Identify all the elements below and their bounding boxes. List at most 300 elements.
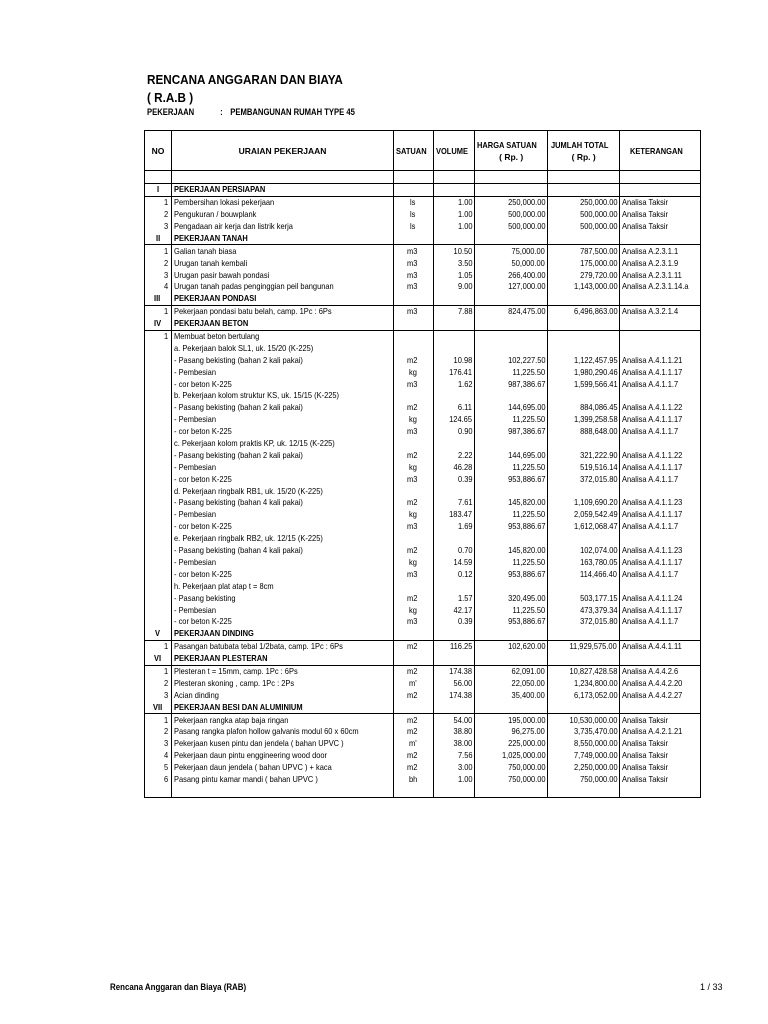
cell-uraian: Membuat beton bertulang (172, 330, 394, 342)
cell-no (145, 378, 172, 390)
cell-harga-satuan (475, 438, 548, 450)
cell-jumlah-total (548, 653, 620, 665)
cell-uraian: h. Pekerjaan plat atap t = 8cm (172, 580, 394, 592)
cell-uraian: - Pembesian (172, 557, 394, 569)
table-row (145, 497, 701, 509)
cell-harga-satuan: 320,495.00 (475, 592, 548, 604)
cell-satuan: m3 (394, 269, 434, 281)
cell-satuan (394, 533, 434, 545)
cell-harga-satuan: 145,820.00 (475, 497, 548, 509)
cell-volume: 7.88 (433, 305, 474, 317)
cell-satuan: m' (394, 677, 434, 689)
cell-satuan (394, 232, 434, 244)
cell-jumlah-total: 114,466.40 (548, 568, 620, 580)
table-row (145, 438, 701, 450)
cell-no (145, 580, 172, 592)
cell-keterangan (620, 390, 701, 402)
cell-keterangan: Analisa Taksir (620, 196, 701, 208)
cell-volume (433, 330, 474, 342)
cell-uraian: a. Pekerjaan balok SL1, uk. 15/20 (K-225) (172, 342, 394, 354)
cell-no: 3 (145, 738, 172, 750)
cell-volume: 124.65 (433, 414, 474, 426)
cell-uraian: Plesteran skoning , camp. 1Pc : 2Ps (172, 677, 394, 689)
cell-keterangan: Analisa A.4.1.1.7 (620, 521, 701, 533)
cell-harga-satuan (475, 533, 548, 545)
cell-jumlah-total: 372,015.80 (548, 473, 620, 485)
table-row (145, 221, 701, 233)
cell-satuan (394, 330, 434, 342)
cell-volume: 0.70 (433, 545, 474, 557)
cell-harga-satuan: 75,000.00 (475, 245, 548, 257)
section-row (145, 232, 701, 244)
table-row (145, 330, 701, 342)
table-row (145, 473, 701, 485)
cell-keterangan: Analisa A.4.1.1.17 (620, 366, 701, 378)
cell-harga-satuan: 102,620.00 (475, 640, 548, 652)
cell-no (145, 592, 172, 604)
cell-uraian: PEKERJAAN PLESTERAN (172, 653, 394, 665)
cell-uraian: Urugan tanah padas penginggian peil bangunan (172, 281, 394, 293)
table-row (145, 521, 701, 533)
cell-keterangan (620, 293, 701, 305)
cell-volume: 1.00 (433, 221, 474, 233)
cell-satuan (394, 342, 434, 354)
cell-satuan: m2 (394, 689, 434, 701)
cell-uraian: d. Pekerjaan ringbalk RB1, uk. 15/20 (K-225) (172, 485, 394, 497)
cell-volume (433, 171, 474, 184)
cell-harga-satuan: 750,000.00 (475, 774, 548, 786)
cell-satuan (394, 318, 434, 330)
cell-satuan (394, 171, 434, 184)
cell-keterangan: Analisa A.4.1.1.22 (620, 449, 701, 461)
cell-uraian: PEKERJAAN DINDING (172, 628, 394, 640)
table-row (145, 196, 701, 208)
cell-keterangan: Analisa Taksir (620, 750, 701, 762)
cell-keterangan (620, 342, 701, 354)
cell-harga-satuan (475, 390, 548, 402)
cell-harga-satuan: 127,000.00 (475, 281, 548, 293)
cell-jumlah-total (548, 580, 620, 592)
cell-jumlah-total: 102,074.00 (548, 545, 620, 557)
cell-satuan: m2 (394, 449, 434, 461)
cell-no (145, 509, 172, 521)
cell-jumlah-total: 1,599,566.41 (548, 378, 620, 390)
cell-keterangan: Analisa Taksir (620, 209, 701, 221)
table-row (145, 390, 701, 402)
table-row (145, 449, 701, 461)
cell-satuan: m2 (394, 762, 434, 774)
cell-uraian: - Pembesian (172, 461, 394, 473)
cell-uraian: Pekerjaan pondasi batu belah, camp. 1Pc : 6Ps (172, 305, 394, 317)
table-row (145, 568, 701, 580)
cell-keterangan (620, 171, 701, 184)
cell-no (145, 785, 172, 797)
table-row (145, 714, 701, 726)
cell-no: 2 (145, 726, 172, 738)
cell-volume: 38.80 (433, 726, 474, 738)
header-uraian: URAIAN PEKERJAAN (172, 131, 394, 171)
cell-uraian: PEKERJAAN PERSIAPAN (172, 183, 394, 196)
cell-uraian: Pasang pintu kamar mandi ( bahan UPVC ) (172, 774, 394, 786)
cell-uraian: Pekerjaan daun jendela ( bahan UPVC ) + kaca (172, 762, 394, 774)
cell-no: VI (145, 653, 172, 665)
cell-jumlah-total: 787,500.00 (548, 245, 620, 257)
cell-keterangan: Analisa A.4.1.1.7 (620, 568, 701, 580)
cell-keterangan (620, 785, 701, 797)
cell-harga-satuan (475, 330, 548, 342)
cell-harga-satuan: 144,695.00 (475, 449, 548, 461)
cell-jumlah-total: 500,000.00 (548, 209, 620, 221)
table-row (145, 689, 701, 701)
cell-uraian (172, 171, 394, 184)
header-volume: VOLUME (433, 131, 474, 171)
cell-keterangan: Analisa A.2.3.1.9 (620, 257, 701, 269)
cell-keterangan: Analisa A.4.1.1.7 (620, 378, 701, 390)
cell-satuan: m2 (394, 545, 434, 557)
cell-jumlah-total: 279,720.00 (548, 269, 620, 281)
cell-jumlah-total: 1,143,000.00 (548, 281, 620, 293)
cell-keterangan (620, 701, 701, 713)
cell-volume: 38.00 (433, 738, 474, 750)
cell-no (145, 426, 172, 438)
cell-volume: 9.00 (433, 281, 474, 293)
cell-harga-satuan (475, 293, 548, 305)
cell-uraian: - Pasang bekisting (bahan 2 kali pakai) (172, 354, 394, 366)
table-row (145, 509, 701, 521)
cell-jumlah-total: 163,780.05 (548, 557, 620, 569)
cell-volume (433, 701, 474, 713)
cell-uraian: Urugan tanah kembali (172, 257, 394, 269)
cell-harga-satuan: 35,400.00 (475, 689, 548, 701)
cell-harga-satuan: 11,225.50 (475, 604, 548, 616)
cell-no: 4 (145, 281, 172, 293)
cell-satuan: m3 (394, 305, 434, 317)
cell-no (145, 545, 172, 557)
pekerjaan-separator: : (220, 107, 223, 117)
section-row (145, 318, 701, 330)
table-row (145, 366, 701, 378)
section-row (145, 628, 701, 640)
cell-keterangan: Analisa Taksir (620, 762, 701, 774)
cell-harga-satuan: 11,225.50 (475, 557, 548, 569)
cell-uraian: - cor beton K-225 (172, 568, 394, 580)
cell-satuan: m3 (394, 378, 434, 390)
cell-jumlah-total: 1,234,800.00 (548, 677, 620, 689)
pekerjaan-label: PEKERJAAN (147, 107, 195, 117)
cell-keterangan (620, 485, 701, 497)
cell-volume: 6.11 (433, 402, 474, 414)
cell-harga-satuan: 62,091.00 (475, 665, 548, 677)
cell-volume: 46.28 (433, 461, 474, 473)
cell-satuan (394, 580, 434, 592)
cell-jumlah-total: 7,749,000.00 (548, 750, 620, 762)
cell-harga-satuan: 22,050.00 (475, 677, 548, 689)
cell-keterangan (620, 232, 701, 244)
cell-volume: 174.38 (433, 689, 474, 701)
cell-jumlah-total (548, 293, 620, 305)
cell-volume: 1.05 (433, 269, 474, 281)
cell-satuan: m2 (394, 354, 434, 366)
cell-no (145, 342, 172, 354)
cell-jumlah-total: 888,648.00 (548, 426, 620, 438)
cell-volume: 42.17 (433, 604, 474, 616)
section-row (145, 653, 701, 665)
cell-volume: 174.38 (433, 665, 474, 677)
cell-jumlah-total (548, 330, 620, 342)
pekerjaan-line (147, 107, 355, 117)
cell-volume: 2.22 (433, 449, 474, 461)
cell-jumlah-total: 6,496,863.00 (548, 305, 620, 317)
cell-harga-satuan: 987,386.67 (475, 378, 548, 390)
cell-uraian: PEKERJAAN BESI DAN ALUMINIUM (172, 701, 394, 713)
cell-keterangan (620, 580, 701, 592)
table-row (145, 616, 701, 628)
cell-satuan: m2 (394, 726, 434, 738)
cell-satuan: m3 (394, 426, 434, 438)
cell-no (145, 497, 172, 509)
cell-harga-satuan (475, 183, 548, 196)
cell-uraian: Pekerjaan rangka atap baja ringan (172, 714, 394, 726)
cell-no: 2 (145, 209, 172, 221)
cell-harga-satuan: 102,227.50 (475, 354, 548, 366)
cell-no (145, 521, 172, 533)
cell-uraian: PEKERJAAN TANAH (172, 232, 394, 244)
cell-volume: 14.59 (433, 557, 474, 569)
cell-jumlah-total (548, 390, 620, 402)
cell-keterangan: Analisa A.4.1.1.23 (620, 545, 701, 557)
cell-jumlah-total: 1,612,068.47 (548, 521, 620, 533)
cell-keterangan (620, 183, 701, 196)
cell-satuan: m2 (394, 640, 434, 652)
table-row (145, 533, 701, 545)
cell-volume: 1.62 (433, 378, 474, 390)
cell-jumlah-total (548, 342, 620, 354)
cell-volume (433, 485, 474, 497)
cell-volume (433, 785, 474, 797)
cell-jumlah-total: 2,250,000.00 (548, 762, 620, 774)
cell-volume: 3.00 (433, 762, 474, 774)
cell-satuan: m2 (394, 714, 434, 726)
cell-harga-satuan: 824,475.00 (475, 305, 548, 317)
cell-keterangan: Analisa A.2.3.1.14.a (620, 281, 701, 293)
cell-jumlah-total: 473,379.34 (548, 604, 620, 616)
cell-satuan: m3 (394, 616, 434, 628)
table-row (145, 485, 701, 497)
table-row (145, 677, 701, 689)
cell-no: 1 (145, 640, 172, 652)
cell-uraian: - Pembesian (172, 509, 394, 521)
table-row (145, 774, 701, 786)
cell-no: II (145, 232, 172, 244)
cell-jumlah-total: 321,222.90 (548, 449, 620, 461)
table-row (145, 738, 701, 750)
cell-volume (433, 390, 474, 402)
header-keterangan: KETERANGAN (620, 131, 701, 171)
cell-jumlah-total: 519,516.14 (548, 461, 620, 473)
cell-keterangan: Analisa A.3.2.1.4 (620, 305, 701, 317)
cell-volume: 116.25 (433, 640, 474, 652)
cell-jumlah-total: 500,000.00 (548, 221, 620, 233)
cell-uraian: - cor beton K-225 (172, 426, 394, 438)
cell-satuan: m3 (394, 245, 434, 257)
cell-volume: 1.69 (433, 521, 474, 533)
cell-volume (433, 628, 474, 640)
cell-volume: 183.47 (433, 509, 474, 521)
table-row (145, 592, 701, 604)
cell-no: III (145, 293, 172, 305)
cell-jumlah-total (548, 485, 620, 497)
table-row (145, 414, 701, 426)
cell-keterangan: Analisa A.4.4.1.11 (620, 640, 701, 652)
cell-jumlah-total (548, 232, 620, 244)
cell-keterangan: Analisa A.4.1.1.7 (620, 473, 701, 485)
cell-jumlah-total: 2,059,542.49 (548, 509, 620, 521)
table-row (145, 604, 701, 616)
cell-harga-satuan: 953,886.67 (475, 568, 548, 580)
cell-keterangan: Analisa A.4.4.2.6 (620, 665, 701, 677)
cell-uraian: - Pasang bekisting (172, 592, 394, 604)
cell-uraian (172, 785, 394, 797)
cell-harga-satuan: 500,000.00 (475, 209, 548, 221)
cell-satuan: kg (394, 509, 434, 521)
table-row (145, 245, 701, 257)
cell-satuan: m3 (394, 568, 434, 580)
cell-harga-satuan (475, 580, 548, 592)
cell-no: 1 (145, 245, 172, 257)
cell-uraian: PEKERJAAN PONDASI (172, 293, 394, 305)
cell-keterangan (620, 330, 701, 342)
cell-uraian: Pengadaan air kerja dan listrik kerja (172, 221, 394, 233)
cell-volume: 1.00 (433, 209, 474, 221)
cell-no (145, 533, 172, 545)
cell-satuan (394, 293, 434, 305)
cell-jumlah-total (548, 318, 620, 330)
header-no: NO (145, 131, 172, 171)
cell-harga-satuan: 953,886.67 (475, 473, 548, 485)
cell-keterangan (620, 318, 701, 330)
cell-uraian: Pasang rangka plafon hollow galvanis modul 60 x 60cm (172, 726, 394, 738)
cell-uraian: - Pembesian (172, 366, 394, 378)
cell-harga-satuan: 225,000.00 (475, 738, 548, 750)
cell-harga-satuan: 1,025,000.00 (475, 750, 548, 762)
cell-satuan (394, 653, 434, 665)
document-title: RENCANA ANGGARAN DAN BIAYA (147, 72, 343, 87)
cell-harga-satuan (475, 628, 548, 640)
cell-jumlah-total (548, 438, 620, 450)
cell-no (145, 390, 172, 402)
cell-keterangan: Analisa Taksir (620, 714, 701, 726)
cell-satuan: kg (394, 557, 434, 569)
cell-volume: 7.61 (433, 497, 474, 509)
table-row (145, 402, 701, 414)
cell-uraian: - cor beton K-225 (172, 473, 394, 485)
cell-satuan: ls (394, 221, 434, 233)
cell-no: 1 (145, 714, 172, 726)
cell-keterangan: Analisa A.4.1.1.7 (620, 616, 701, 628)
cell-keterangan: Analisa Taksir (620, 774, 701, 786)
table-row (145, 342, 701, 354)
cell-jumlah-total: 175,000.00 (548, 257, 620, 269)
cell-volume (433, 232, 474, 244)
cell-no (145, 171, 172, 184)
cell-no (145, 414, 172, 426)
cell-volume: 176.41 (433, 366, 474, 378)
cell-keterangan: Analisa A.4.1.1.17 (620, 414, 701, 426)
cell-no: 3 (145, 221, 172, 233)
document-subtitle: ( R.A.B ) (147, 90, 194, 105)
cell-keterangan: Analisa A.4.1.1.17 (620, 509, 701, 521)
cell-no (145, 402, 172, 414)
cell-jumlah-total: 1,980,290.46 (548, 366, 620, 378)
cell-harga-satuan: 250,000.00 (475, 196, 548, 208)
cell-keterangan: Analisa A.4.1.1.7 (620, 426, 701, 438)
table-row (145, 257, 701, 269)
cell-uraian: Pembersihan lokasi pekerjaan (172, 196, 394, 208)
cell-volume: 3.50 (433, 257, 474, 269)
cell-volume (433, 318, 474, 330)
cell-satuan: bh (394, 774, 434, 786)
pekerjaan-value: PEMBANGUNAN RUMAH TYPE 45 (230, 107, 355, 117)
cell-uraian: - cor beton K-225 (172, 378, 394, 390)
cell-keterangan: Analisa A.4.1.1.17 (620, 604, 701, 616)
cell-jumlah-total: 8,550,000.00 (548, 738, 620, 750)
cell-satuan: m3 (394, 281, 434, 293)
cell-harga-satuan (475, 701, 548, 713)
cell-jumlah-total: 750,000.00 (548, 774, 620, 786)
cell-volume (433, 183, 474, 196)
cell-keterangan: Analisa A.4.2.1.21 (620, 726, 701, 738)
cell-no: 1 (145, 196, 172, 208)
cell-keterangan: Analisa A.4.1.1.22 (620, 402, 701, 414)
cell-jumlah-total (548, 171, 620, 184)
cell-uraian: - Pasang bekisting (bahan 4 kali pakai) (172, 545, 394, 557)
cell-jumlah-total (548, 533, 620, 545)
cell-no: VII (145, 701, 172, 713)
cell-harga-satuan: 266,400.00 (475, 269, 548, 281)
cell-no: 1 (145, 330, 172, 342)
cell-uraian: - cor beton K-225 (172, 521, 394, 533)
cell-uraian: e. Pekerjaan ringbalk RB2, uk. 12/15 (K-225) (172, 533, 394, 545)
rab-table (144, 130, 701, 798)
footer-document-name: Rencana Anggaran dan Biaya (RAB) (110, 982, 247, 992)
cell-jumlah-total: 3,735,470.00 (548, 726, 620, 738)
cell-uraian: b. Pekerjaan kolom struktur KS, uk. 15/15 (K-225) (172, 390, 394, 402)
cell-satuan: kg (394, 604, 434, 616)
cell-harga-satuan: 500,000.00 (475, 221, 548, 233)
table-row (145, 762, 701, 774)
cell-uraian: PEKERJAAN BETON (172, 318, 394, 330)
cell-no: 1 (145, 665, 172, 677)
table-row (145, 305, 701, 317)
table-row (145, 726, 701, 738)
cell-keterangan: Analisa Taksir (620, 738, 701, 750)
cell-satuan: m3 (394, 521, 434, 533)
cell-keterangan: Analisa A.2.3.1.11 (620, 269, 701, 281)
cell-keterangan: Analisa A.2.3.1.1 (620, 245, 701, 257)
cell-no: V (145, 628, 172, 640)
table-row (145, 426, 701, 438)
cell-uraian: - Pasang bekisting (bahan 2 kali pakai) (172, 402, 394, 414)
table-row (145, 545, 701, 557)
cell-harga-satuan: 144,695.00 (475, 402, 548, 414)
cell-volume (433, 342, 474, 354)
table-row (145, 354, 701, 366)
cell-no (145, 616, 172, 628)
cell-volume: 0.39 (433, 473, 474, 485)
cell-satuan: m2 (394, 750, 434, 762)
cell-no (145, 604, 172, 616)
cell-no (145, 438, 172, 450)
